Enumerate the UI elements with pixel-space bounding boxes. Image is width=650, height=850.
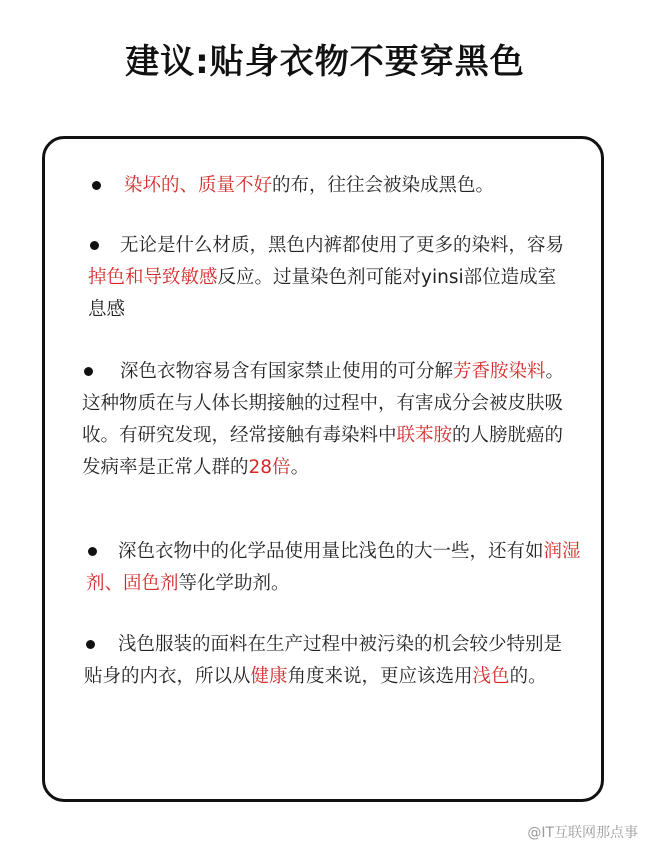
list-item <box>84 629 576 693</box>
item-text: 的。 <box>509 666 547 687</box>
bullet-icon <box>92 181 101 190</box>
item-text: 的人膀胱癌的发病率是正常人群的 <box>82 425 564 478</box>
list-item <box>86 536 582 600</box>
item-text: 深色衣物中的化学品使用量比浅色的大一些，还有如 <box>118 541 544 562</box>
list-item <box>82 356 574 484</box>
item-text-highlight: 润湿剂、固色剂 <box>86 541 581 594</box>
item-text-highlight: 28倍 <box>248 457 291 478</box>
item-text-highlight: 健康 <box>250 666 288 687</box>
item-text: 。这种物质在与人体长期接触的过程中，有害成分会被皮肤吸收。有研究发现，经常接触有毒染料中 <box>82 361 565 446</box>
page-title: 建议:贴身衣物不要穿黑色 <box>125 42 525 82</box>
item-text-highlight: 联苯胺 <box>396 425 453 446</box>
list-item <box>88 230 568 326</box>
item-text: 反应。过量染色剂可能对yinsi部位造成室息感 <box>88 267 557 320</box>
item-text: 等化学助剂。 <box>178 573 290 594</box>
item-text-highlight: 掉色和导致敏感 <box>88 267 218 288</box>
watermark: @IT互联网那点事 <box>527 825 638 841</box>
item-text: 无论是什么材质，黑色内裤都使用了更多的染料，容易 <box>120 235 565 256</box>
item-text-highlight: 染坏的、质量不好 <box>124 175 273 196</box>
item-text: 角度来说，更应该选用 <box>287 666 473 687</box>
item-text-highlight: 芳香胺染料 <box>453 361 546 382</box>
item-text: 的布，往往会被染成黑色。 <box>272 175 495 196</box>
list-item <box>124 170 564 202</box>
item-text: 。 <box>290 457 310 478</box>
item-text-highlight: 浅色 <box>472 666 510 687</box>
item-text: 浅色服装的面料在生产过程中被污染的机会较少特别是贴身的内衣，所以从 <box>84 634 563 687</box>
item-text: 深色衣物容易含有国家禁止使用的可分解 <box>120 361 454 382</box>
